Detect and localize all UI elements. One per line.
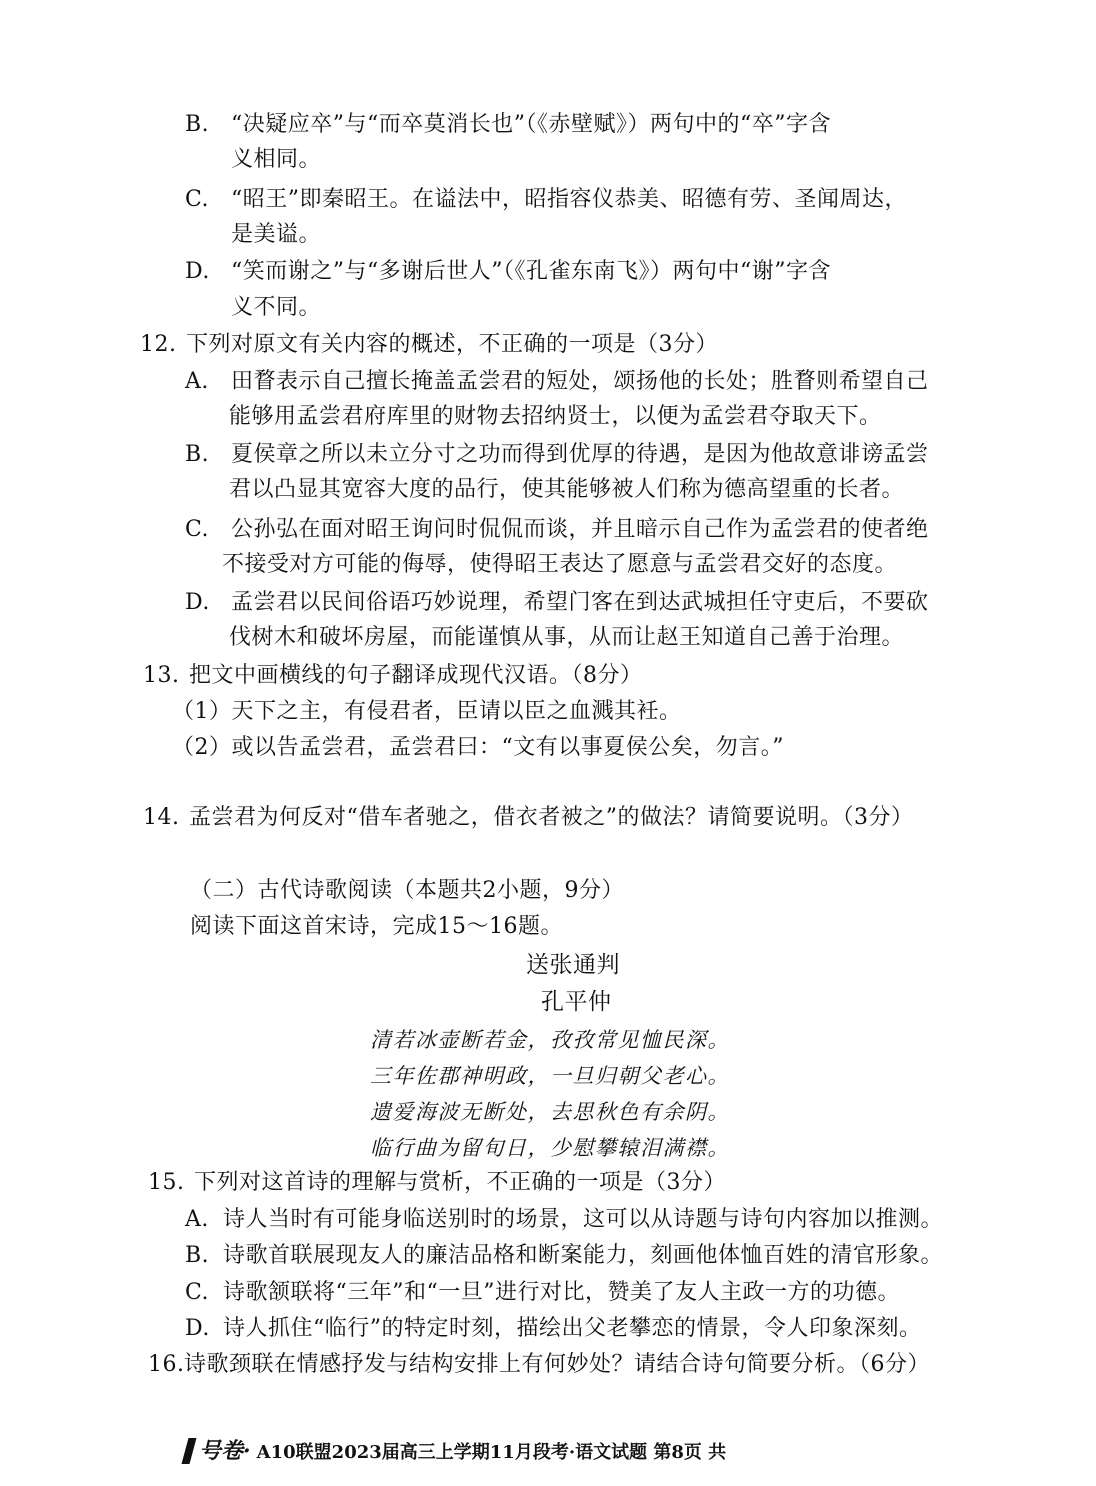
q15-option-b-letter: B. xyxy=(185,1243,210,1268)
q12-option-d-letter: D. xyxy=(185,590,210,615)
q11-option-d-letter: D. xyxy=(185,259,210,284)
q13-item-1: （1）天下之主，有侵君者，臣请以臣之血溅其衽。 xyxy=(172,699,682,724)
q11-option-b-text: “决疑应卒”与“而卒莫消长也”（《赤壁赋》）两句中的“卒”字含 xyxy=(231,112,831,137)
q11-option-b-cont: 义相同。 xyxy=(231,147,322,172)
q13-stem-text: 把文中画横线的句子翻译成现代汉语。（8分） xyxy=(189,663,643,688)
q13-number: 13. xyxy=(143,663,180,688)
poem-title: 送张通判 xyxy=(526,952,620,978)
q12-option-a-letter: A. xyxy=(185,369,209,394)
q12-option-c xyxy=(185,515,929,545)
poem-author: 孔平仲 xyxy=(541,989,612,1015)
q12-option-b-cont: 君以凸显其宽容大度的品行，使其能够被人们称为德高望重的长者。 xyxy=(229,477,905,502)
q11-option-c xyxy=(185,185,907,215)
q15-option-b-text: 诗歌首联展现友人的廉洁品格和断案能力，刻画他体恤百姓的清官形象。 xyxy=(223,1243,944,1268)
q11-option-b xyxy=(185,110,831,140)
q12-option-a-cont: 能够用孟尝君府库里的财物去招纳贤士，以便为孟尝君夺取天下。 xyxy=(229,404,882,429)
brand-name: 号卷· xyxy=(199,1438,251,1464)
q15-option-b xyxy=(185,1241,943,1271)
q15-number: 15. xyxy=(148,1170,185,1195)
q12-option-b-text: 夏侯章之所以未立分寸之功而得到优厚的待遇，是因为他故意诽谤孟尝 xyxy=(231,442,929,467)
q11-option-b-letter: B. xyxy=(185,112,210,137)
q15-option-a xyxy=(185,1205,943,1235)
brand-logo-mark xyxy=(182,1438,197,1464)
q15-option-d xyxy=(185,1314,922,1344)
q12-option-c-text: 公孙弘在面对昭王询问时侃侃而谈，并且暗示自己作为孟尝君的使者绝 xyxy=(231,517,929,542)
q13-stem xyxy=(143,661,643,691)
q15-option-a-letter: A. xyxy=(185,1207,209,1232)
q15-option-c xyxy=(185,1278,900,1308)
poem-line-1: 清若冰壶断若金，孜孜常见恤民深。 xyxy=(370,1028,730,1052)
q12-option-c-cont: 不接受对方可能的侮辱，使得昭王表达了愿意与孟尝君交好的态度。 xyxy=(222,552,898,577)
q15-option-d-text: 诗人抓住“临行”的特定时刻，描绘出父老攀恋的情景，令人印象深刻。 xyxy=(223,1316,922,1341)
page-footer xyxy=(185,1438,726,1466)
q11-option-d-text: “笑而谢之”与“多谢后世人”（《孔雀东南飞》）两句中“谢”字含 xyxy=(231,259,831,284)
section-2-instruction: 阅读下面这首宋诗，完成15～16题。 xyxy=(190,914,563,939)
q15-option-c-letter: C. xyxy=(185,1280,210,1305)
q14-stem xyxy=(143,803,914,833)
q12-stem-text: 下列对原文有关内容的概述，不正确的一项是（3分） xyxy=(186,332,718,357)
q16-stem xyxy=(148,1350,930,1380)
poem-line-3: 遗爱海波无断处，去思秋色有余阴。 xyxy=(370,1100,730,1124)
q12-option-b xyxy=(185,440,929,470)
q12-stem xyxy=(140,330,718,360)
q16-stem-text: 诗歌颈联在情感抒发与结构安排上有何妙处？请结合诗句简要分析。（6分） xyxy=(184,1352,930,1377)
q12-option-b-letter: B. xyxy=(185,442,210,467)
q11-option-d xyxy=(185,257,831,287)
q14-number: 14. xyxy=(143,805,180,830)
section-2-heading: （二）古代诗歌阅读（本题共2小题，9分） xyxy=(190,878,624,903)
q11-option-c-text: “昭王”即秦昭王。在谥法中，昭指容仪恭美、昭德有劳、圣闻周达， xyxy=(231,187,907,212)
q12-option-a-text: 田瞀表示自己擅长掩盖孟尝君的短处，颂扬他的长处；胜瞀则希望自己 xyxy=(231,369,929,394)
footer-text: A10联盟2023届高三上学期11月段考·语文试题 第8页 共 xyxy=(256,1442,727,1463)
q15-option-c-text: 诗歌颔联将“三年”和“一旦”进行对比，赞美了友人主政一方的功德。 xyxy=(223,1280,900,1305)
q13-item-2: （2）或以告孟尝君，孟尝君曰：“文有以事夏侯公矣，勿言。” xyxy=(172,735,784,760)
q12-option-c-letter: C. xyxy=(185,517,210,542)
poem-line-4: 临行曲为留旬日，少慰攀辕泪满襟。 xyxy=(370,1136,730,1160)
q15-option-a-text: 诗人当时有可能身临送别时的场景，这可以从诗题与诗句内容加以推测。 xyxy=(223,1207,944,1232)
q12-option-d-cont: 伐树木和破坏房屋，而能谨慎从事，从而让赵王知道自己善于治理。 xyxy=(229,625,905,650)
q15-option-d-letter: D. xyxy=(185,1316,210,1341)
q12-option-d-text: 孟尝君以民间俗语巧妙说理，希望门客在到达武城担任守吏后，不要砍 xyxy=(231,590,929,615)
q12-number: 12. xyxy=(140,332,177,357)
q15-stem-text: 下列对这首诗的理解与赏析，不正确的一项是（3分） xyxy=(194,1170,726,1195)
q16-number: 16. xyxy=(148,1352,185,1377)
q12-option-d xyxy=(185,588,929,618)
q11-option-c-cont: 是美谥。 xyxy=(231,222,322,247)
q14-stem-text: 孟尝君为何反对“借车者驰之，借衣者被之”的做法？请简要说明。（3分） xyxy=(189,805,914,830)
q11-option-c-letter: C. xyxy=(185,187,210,212)
poem-line-2: 三年佐郡神明政，一旦归朝父老心。 xyxy=(370,1064,730,1088)
q11-option-d-cont: 义不同。 xyxy=(231,295,322,320)
q15-stem xyxy=(148,1168,726,1198)
q12-option-a xyxy=(185,367,929,397)
